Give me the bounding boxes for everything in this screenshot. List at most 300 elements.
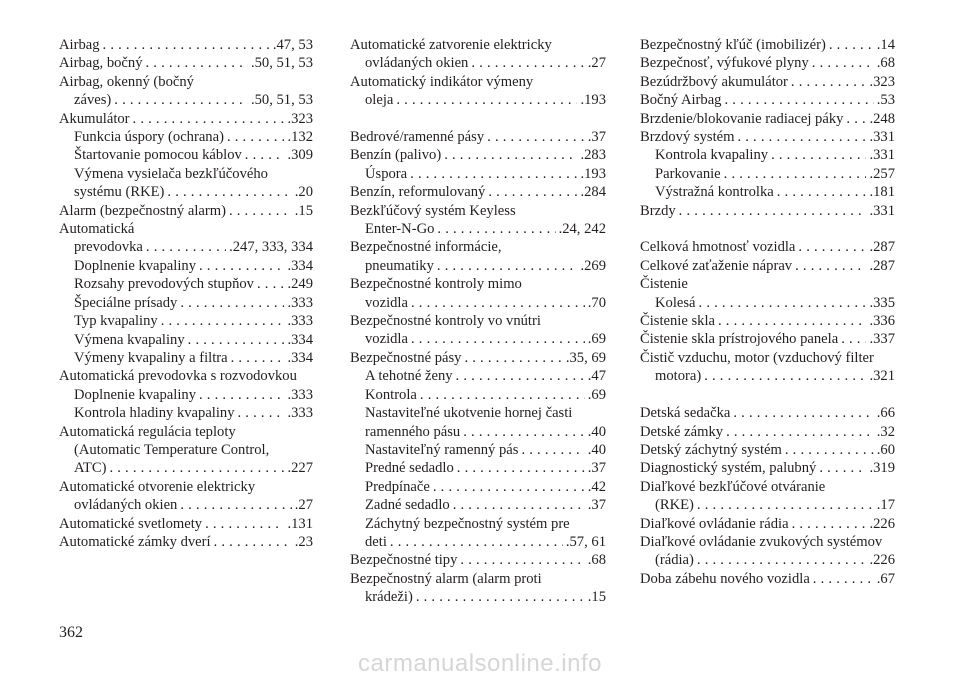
- entry-page-ref: .323: [869, 73, 895, 90]
- entry-page-ref: .333: [287, 294, 313, 311]
- index-subentry-line: [640, 367, 895, 385]
- index-entry: [640, 533, 895, 570]
- entry-page-ref: .287: [869, 239, 895, 256]
- entry-term: Airbag, bočný: [59, 55, 143, 72]
- dot-leader: [146, 54, 248, 72]
- index-entry: [640, 478, 895, 515]
- entry-term: Bezpečnostný alarm (alarm proti: [350, 570, 542, 587]
- entry-page-ref: .47, 53: [272, 37, 313, 53]
- entry-term: Čistenie skla: [640, 313, 715, 330]
- dot-leader: [777, 183, 867, 201]
- index-subentry-line: [59, 183, 313, 201]
- index-subentry-line: [350, 367, 606, 385]
- entry-page-ref: .35, 69: [565, 349, 606, 366]
- index-entry: [350, 238, 606, 275]
- index-subentry-line: [350, 257, 606, 275]
- index-subentry-line: [350, 294, 606, 312]
- dot-leader: [487, 128, 585, 146]
- dot-leader: [819, 459, 866, 477]
- entry-term: Výmena kvapaliny: [74, 331, 185, 348]
- entry-term: Doplnenie kvapaliny: [74, 257, 196, 274]
- index-entry: [640, 183, 895, 201]
- dot-leader: [697, 551, 867, 569]
- index-entry: [59, 533, 313, 551]
- entry-term: motora): [655, 368, 702, 385]
- entry-page-ref: .27: [294, 497, 313, 514]
- index-entry-line: [640, 91, 895, 109]
- entry-term: Brzdový systém: [640, 129, 735, 146]
- index-subentry-line: [350, 423, 606, 441]
- entry-term: Čistič vzduchu, motor (vzduchový filter: [640, 349, 874, 366]
- entry-term: Bezpečnostný kľúč (imobilizér): [640, 37, 826, 53]
- index-subentry-line: [59, 146, 313, 164]
- index-entry: [59, 515, 313, 533]
- entry-term: Celkové zaťaženie náprav: [640, 257, 793, 274]
- index-entry-line: [59, 36, 313, 54]
- index-subentry-line: [350, 91, 606, 109]
- index-subentry-line: [350, 459, 606, 477]
- entry-term: Kontrola: [365, 386, 417, 403]
- entry-term: Výmeny kvapaliny a filtra: [74, 349, 228, 366]
- index-entry-line: [640, 404, 895, 422]
- index-entry: [59, 349, 313, 367]
- entry-page-ref: .283: [580, 147, 606, 164]
- entry-page-ref: .50, 51, 53: [250, 55, 313, 72]
- entry-term: Akumulátor: [59, 110, 130, 127]
- index-subentry-line: [640, 551, 895, 569]
- entry-term: Automatické zámky dverí: [59, 533, 211, 550]
- entry-term: Benzín, reformulovaný: [350, 184, 486, 201]
- index-entry: [640, 54, 895, 72]
- entry-term: Diaľkové ovládanie zvukových systémov: [640, 533, 883, 550]
- entry-page-ref: .20: [294, 184, 313, 201]
- index-subentry-line: [59, 459, 313, 477]
- entry-page-ref: .42: [587, 478, 606, 495]
- index-entry-line: [59, 423, 313, 441]
- entry-page-ref: .69: [587, 331, 606, 348]
- index-subentry-line: [59, 91, 313, 109]
- entry-term: systému (RKE): [74, 184, 165, 201]
- index-entry: [350, 128, 606, 146]
- index-entry: [59, 367, 313, 385]
- entry-term: Diaľkové bezkľúčové otváranie: [640, 478, 826, 495]
- index-entry: [640, 165, 895, 183]
- index-entry-line: [640, 533, 895, 551]
- index-subentry-line: [350, 404, 606, 422]
- entry-page-ref: .323: [287, 110, 313, 127]
- entry-page-ref: .248: [869, 110, 895, 127]
- entry-page-ref: .284: [580, 184, 606, 201]
- index-subentry-line: [640, 183, 895, 201]
- index-entry-line: [640, 459, 895, 477]
- index-entry-line: [59, 110, 313, 128]
- index-subentry-line: [350, 220, 606, 238]
- entry-term: Záchytný bezpečnostný systém pre: [365, 515, 570, 532]
- entry-term: Bezpečnostné kontroly vo vnútri: [350, 313, 541, 330]
- entry-page-ref: .226: [869, 515, 895, 532]
- dot-leader: [167, 183, 291, 201]
- index-entry-line: [350, 146, 606, 164]
- entry-term: oleja: [365, 92, 394, 109]
- index-entry: [59, 423, 313, 478]
- index-subentry-line: [350, 533, 606, 551]
- entry-page-ref: .53: [876, 92, 895, 109]
- index-entry: [350, 165, 606, 183]
- index-entry: [350, 386, 606, 404]
- index-subentry-line: [350, 330, 606, 348]
- entry-term: Automatická regulácia teploty: [59, 423, 236, 440]
- index-entry-line: [640, 54, 895, 72]
- entry-term: (Automatic Temperature Control,: [74, 441, 270, 458]
- index-entry-line: [59, 478, 313, 496]
- index-subentry-line: [350, 386, 606, 404]
- dot-leader: [460, 551, 584, 569]
- index-entry-line: [640, 423, 895, 441]
- entry-page-ref: .17: [876, 497, 895, 514]
- dot-leader: [453, 496, 585, 514]
- entry-page-ref: .37: [587, 460, 606, 477]
- dot-leader: [133, 110, 285, 128]
- entry-page-ref: .249: [287, 276, 313, 293]
- entry-term: Bedrové/ramenné pásy: [350, 129, 485, 146]
- index-entry-line: [350, 73, 606, 91]
- entry-page-ref: .68: [876, 55, 895, 72]
- entry-page-ref: .269: [580, 257, 606, 274]
- entry-term: Bezpečnostné tipy: [350, 552, 458, 569]
- dot-leader: [229, 202, 292, 220]
- index-entry-line: [59, 54, 313, 72]
- index-entry: [350, 183, 606, 201]
- entry-page-ref: .321: [869, 368, 895, 385]
- entry-term: Funkcia úspory (ochrana): [74, 129, 224, 146]
- entry-term: Automatické otvorenie elektricky: [59, 478, 256, 495]
- entry-page-ref: .227: [287, 460, 313, 477]
- index-entry: [350, 496, 606, 514]
- dot-leader: [257, 275, 284, 293]
- index-entry: [640, 404, 895, 422]
- index-entry: [350, 367, 606, 385]
- entry-page-ref: .333: [287, 386, 313, 403]
- entry-page-ref: .333: [287, 313, 313, 330]
- dot-leader: [464, 349, 562, 367]
- index-entry-line: [640, 330, 895, 348]
- index-entry: [640, 349, 895, 386]
- entry-page-ref: .247, 333, 334: [229, 239, 313, 256]
- index-entry: [350, 146, 606, 164]
- index-entry: [59, 202, 313, 220]
- entry-term: Detské zámky: [640, 423, 724, 440]
- entry-term: Detská sedačka: [640, 405, 731, 422]
- entry-term: A tehotné ženy: [365, 368, 453, 385]
- dot-leader: [771, 146, 866, 164]
- index-entry: [640, 515, 895, 533]
- index-entry: [59, 275, 313, 293]
- index-entry: [59, 312, 313, 330]
- entry-term: Typ kvapaliny: [74, 313, 158, 330]
- dot-leader: [411, 294, 585, 312]
- index-subentry-line: [59, 312, 313, 330]
- dot-leader: [791, 73, 867, 91]
- entry-term: Výmena vysielača bezkľúčového: [74, 165, 268, 182]
- index-entry: [59, 146, 313, 164]
- entry-term: ovládaných okien: [74, 497, 178, 514]
- index-entry: [59, 257, 313, 275]
- index-entry: [640, 110, 895, 128]
- entry-page-ref: .331: [869, 202, 895, 219]
- index-subentry-line: [350, 441, 606, 459]
- index-entry-line: [640, 275, 895, 293]
- entry-page-ref: .37: [587, 497, 606, 514]
- dot-leader: [733, 404, 873, 422]
- index-subentry-line: [59, 294, 313, 312]
- index-subentry-line: [59, 386, 313, 404]
- dot-leader: [245, 146, 285, 164]
- index-entry-line: [640, 202, 895, 220]
- entry-term: Alarm (bezpečnostný alarm): [59, 202, 226, 219]
- index-entry: [59, 404, 313, 422]
- entry-term: Diagnostický systém, palubný: [640, 460, 817, 477]
- index-entry-line: [350, 202, 606, 220]
- entry-page-ref: .331: [869, 147, 895, 164]
- index-subentry-line: [59, 128, 313, 146]
- index-entry-line: [350, 551, 606, 569]
- dot-leader: [146, 238, 226, 256]
- entry-term: ATC): [74, 460, 107, 477]
- entry-page-ref: .68: [587, 552, 606, 569]
- index-subentry-line: [59, 496, 313, 514]
- dot-leader: [161, 312, 285, 330]
- dot-leader: [390, 533, 563, 551]
- entry-page-ref: .336: [869, 313, 895, 330]
- dot-leader: [457, 459, 585, 477]
- dot-leader: [114, 91, 248, 109]
- dot-leader: [437, 257, 578, 275]
- index-entry: [350, 404, 606, 441]
- dot-leader: [456, 367, 585, 385]
- index-entry-line: [59, 367, 313, 385]
- entry-page-ref: .334: [287, 349, 313, 366]
- entry-term: Diaľkové ovládanie rádia: [640, 515, 789, 532]
- index-entry: [350, 515, 606, 552]
- dot-leader: [812, 54, 874, 72]
- index-entry-line: [640, 515, 895, 533]
- index-entry-line: [350, 183, 606, 201]
- dot-leader: [180, 496, 291, 514]
- entry-term: Výstražná kontrolka: [655, 184, 774, 201]
- index-entry: [640, 73, 895, 91]
- index-subentry-line: [59, 404, 313, 422]
- dot-leader: [813, 570, 874, 588]
- entry-term: Brzdenie/blokovanie radiacej páky: [640, 110, 844, 127]
- dot-leader: [724, 165, 867, 183]
- index-subentry-line: [350, 588, 606, 606]
- dot-leader: [488, 183, 577, 201]
- index-entry: [350, 570, 606, 607]
- dot-leader: [829, 36, 874, 54]
- index-entry: [59, 294, 313, 312]
- dot-leader: [180, 294, 284, 312]
- index-entry: [640, 275, 895, 312]
- entry-term: Bezpečnostné pásy: [350, 349, 462, 366]
- index-entry: [640, 238, 895, 256]
- index-entry-line: [59, 220, 313, 238]
- index-subentry-line: [640, 294, 895, 312]
- entry-page-ref: .40: [587, 423, 606, 440]
- entry-page-ref: .14: [876, 37, 895, 53]
- index-entry: [59, 128, 313, 146]
- index-subentry-line: [640, 165, 895, 183]
- index-entry: [350, 275, 606, 312]
- entry-page-ref: .69: [587, 386, 606, 403]
- entry-page-ref: .287: [869, 257, 895, 274]
- entry-term: Nastaviteľné ukotvenie hornej časti: [365, 405, 573, 422]
- dot-leader: [697, 496, 874, 514]
- index-entry: [640, 146, 895, 164]
- index-column-1: [59, 36, 313, 551]
- entry-term: prevodovka: [74, 239, 143, 256]
- entry-term: Automatický indikátor výmeny: [350, 73, 534, 90]
- index-entry: [640, 423, 895, 441]
- index-entry-line: [640, 238, 895, 256]
- entry-term: Airbag: [59, 37, 100, 53]
- index-entry-line: [640, 312, 895, 330]
- dot-leader: [724, 91, 873, 109]
- dot-leader: [103, 36, 270, 54]
- index-entry: [640, 312, 895, 330]
- index-entry: [59, 36, 313, 54]
- entry-page-ref: .335: [869, 294, 895, 311]
- index-entry: [350, 312, 606, 349]
- index-entry-line: [640, 570, 895, 588]
- dot-leader: [205, 515, 284, 533]
- page-number: 362: [59, 624, 83, 641]
- index-subentry-line: [350, 478, 606, 496]
- entry-term: Detský záchytný systém: [640, 441, 782, 458]
- entry-term: Bezpečnostné informácie,: [350, 239, 502, 256]
- index-subentry-line: [59, 257, 313, 275]
- index-entry: [350, 349, 606, 367]
- dot-leader: [410, 165, 577, 183]
- index-entry: [59, 478, 313, 515]
- index-entry: [350, 202, 606, 239]
- dot-leader: [792, 515, 867, 533]
- index-subentry-line: [350, 496, 606, 514]
- entry-term: Bezpečnostné kontroly mimo: [350, 276, 522, 293]
- dot-leader: [420, 386, 585, 404]
- index-entry-line: [59, 202, 313, 220]
- index-entry-line: [59, 533, 313, 551]
- index-entry-line: [59, 73, 313, 91]
- entry-term: Rozsahy prevodových stupňov: [74, 276, 254, 293]
- index-entry: [59, 73, 313, 110]
- entry-page-ref: .193: [580, 165, 606, 182]
- entry-term: Kontrola hladiny kvapaliny: [74, 405, 235, 422]
- dot-leader: [433, 478, 585, 496]
- index-entry-line: [350, 36, 606, 54]
- entry-term: Zadné sedadlo: [365, 497, 450, 514]
- index-entry: [640, 441, 895, 459]
- entry-page-ref: .337: [869, 331, 895, 348]
- entry-term: Benzín (palivo): [350, 147, 442, 164]
- dot-leader: [785, 441, 874, 459]
- entry-term: Úspora: [365, 165, 408, 182]
- index-entry-line: [350, 570, 606, 588]
- index-entry-line: [640, 441, 895, 459]
- dot-leader: [841, 330, 866, 348]
- index-entry: [640, 570, 895, 588]
- dot-leader: [437, 220, 555, 238]
- index-entry: [59, 110, 313, 128]
- dot-leader: [416, 588, 585, 606]
- entry-page-ref: .319: [869, 460, 895, 477]
- entry-page-ref: .47: [587, 368, 606, 385]
- dot-leader: [718, 312, 866, 330]
- index-entry-line: [640, 257, 895, 275]
- entry-page-ref: .27: [587, 55, 606, 72]
- entry-term: Doplnenie kvapaliny: [74, 386, 196, 403]
- entry-term: Brzdy: [640, 202, 676, 219]
- entry-page-ref: .331: [869, 129, 895, 146]
- index-entry: [350, 73, 606, 110]
- entry-term: ovládaných okien: [365, 55, 469, 72]
- dot-leader: [679, 202, 867, 220]
- entry-term: ramenného pásu: [365, 423, 461, 440]
- entry-page-ref: .32: [876, 423, 895, 440]
- entry-term: Celková hmotnosť vozidla: [640, 239, 796, 256]
- index-subentry-line: [59, 238, 313, 256]
- dot-leader: [699, 294, 867, 312]
- entry-term: Bezkľúčový systém Keyless: [350, 202, 516, 219]
- index-subentry-line: [59, 441, 313, 459]
- entry-page-ref: .60: [876, 441, 895, 458]
- dot-leader: [411, 330, 585, 348]
- entry-page-ref: .57, 61: [565, 533, 606, 550]
- index-entry: [640, 257, 895, 275]
- entry-page-ref: .334: [287, 331, 313, 348]
- index-subentry-line: [640, 146, 895, 164]
- index-entry-line: [640, 349, 895, 367]
- index-entry: [640, 330, 895, 348]
- entry-page-ref: .15: [587, 589, 606, 606]
- entry-term: Parkovanie: [655, 165, 721, 182]
- index-entry: [640, 128, 895, 146]
- entry-term: Štartovanie pomocou káblov: [74, 147, 242, 164]
- entry-page-ref: .309: [287, 147, 313, 164]
- dot-leader: [227, 128, 285, 146]
- dot-leader: [521, 441, 584, 459]
- entry-term: Čistenie: [640, 276, 688, 293]
- entry-page-ref: .15: [294, 202, 313, 219]
- dot-leader: [795, 257, 866, 275]
- index-entry: [59, 331, 313, 349]
- entry-page-ref: .226: [869, 552, 895, 569]
- entry-term: vozidla: [365, 331, 408, 348]
- index-entry-line: [59, 515, 313, 533]
- index-subentry-line: [59, 275, 313, 293]
- index-entry: [350, 459, 606, 477]
- entry-term: vozidla: [365, 294, 408, 311]
- index-subentry-line: [350, 515, 606, 533]
- entry-page-ref: .257: [869, 165, 895, 182]
- entry-page-ref: .37: [587, 129, 606, 146]
- entry-term: deti: [365, 533, 387, 550]
- entry-page-ref: .23: [294, 533, 313, 550]
- dot-leader: [214, 533, 292, 551]
- index-entry: [350, 441, 606, 459]
- entry-page-ref: .132: [287, 129, 313, 146]
- entry-term: záves): [74, 92, 112, 109]
- index-entry: [59, 386, 313, 404]
